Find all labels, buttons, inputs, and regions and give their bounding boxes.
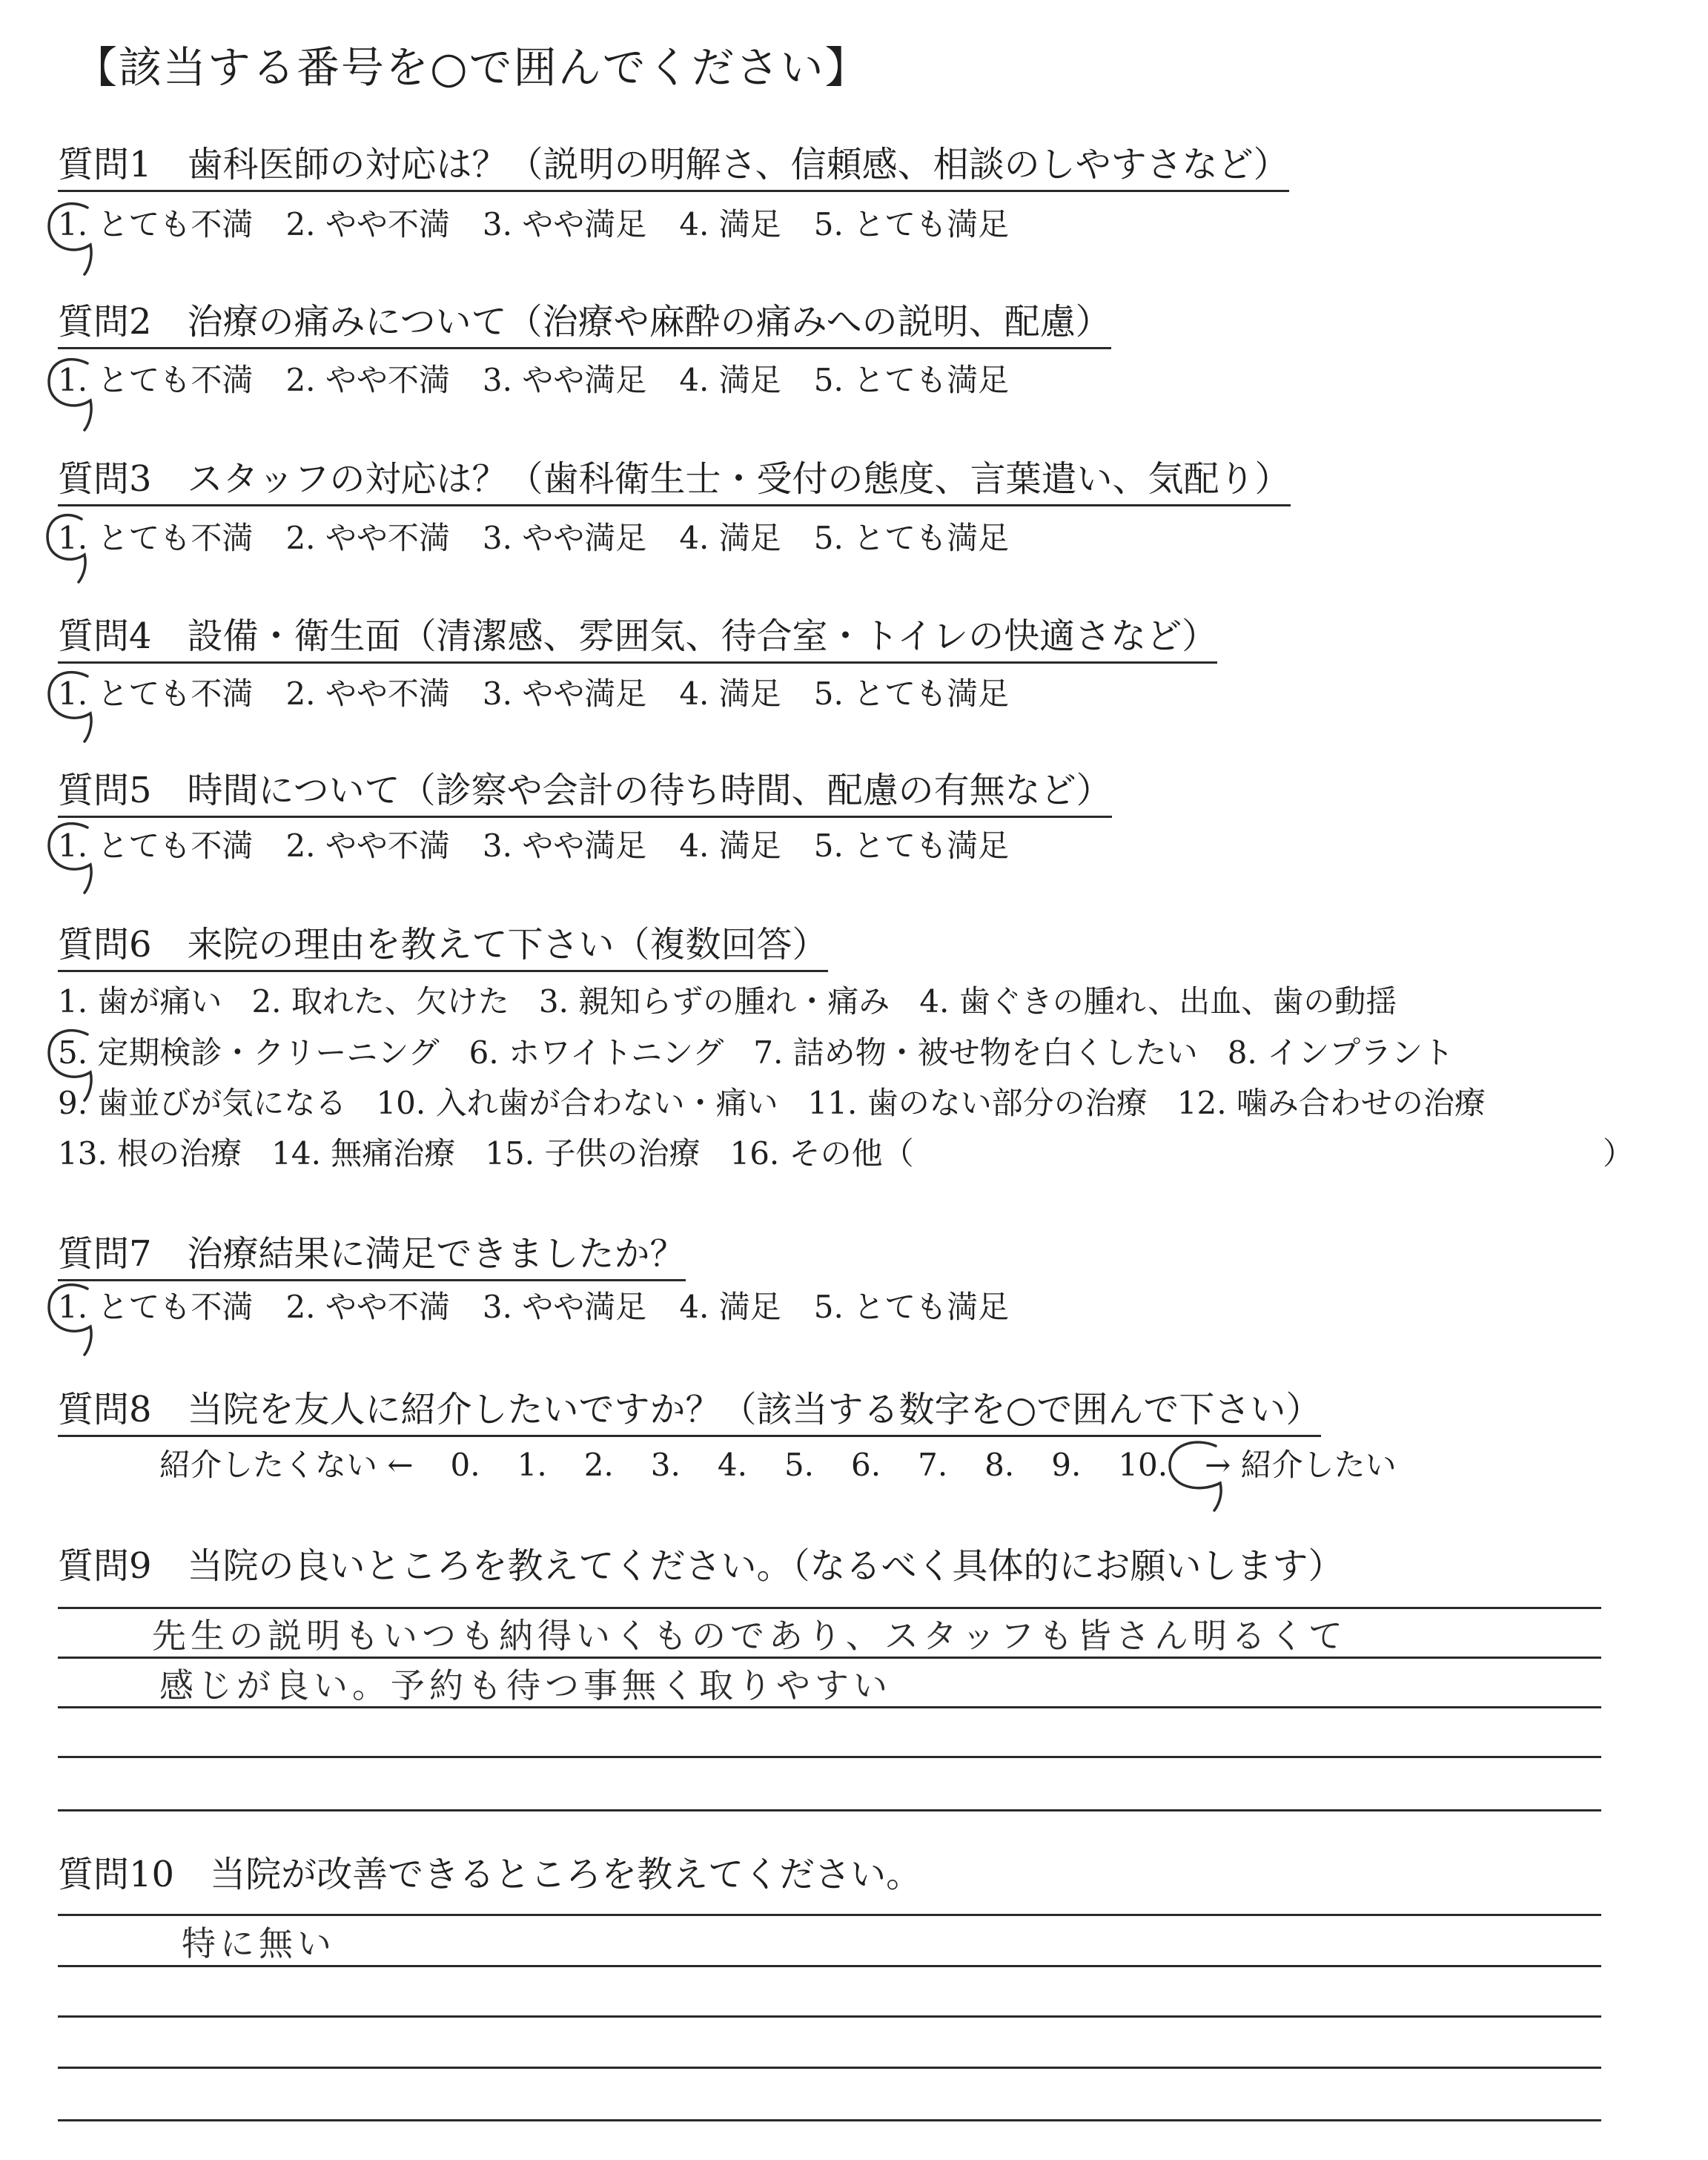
scale-number[interactable]: 4.	[717, 1447, 747, 1483]
scale-number[interactable]: 0.	[450, 1447, 480, 1483]
q6-option[interactable]: 12. 噛み合わせの治療	[1176, 1085, 1486, 1121]
option-5[interactable]: 5. とても満足	[813, 828, 1010, 864]
option-5[interactable]: 5. とても満足	[813, 1289, 1010, 1325]
q6-option[interactable]: 13. 根の治療	[58, 1135, 242, 1172]
q6-option[interactable]: 1. 歯が痛い	[58, 983, 222, 1020]
scale-number[interactable]: 10.	[1118, 1447, 1168, 1483]
q6-option[interactable]: 6. ホワイトニング	[469, 1034, 724, 1071]
scale-number[interactable]: 5.	[784, 1447, 815, 1483]
option-1[interactable]: 1. とても不満	[58, 828, 254, 864]
option-3[interactable]: 3. やや満足	[482, 362, 647, 398]
circle-mark-q6	[49, 1031, 91, 1100]
option-2[interactable]: 2. やや不満	[285, 1289, 450, 1325]
scale-number[interactable]: 1.	[517, 1447, 547, 1483]
scale-left-label: 紹介したくない ←	[159, 1447, 414, 1483]
question-8: 質問8 当院を友人に紹介したいですか？（該当する数字を○で囲んで下さい）	[58, 1392, 1321, 1437]
circle-mark-q5	[49, 824, 91, 893]
question-10: 質問10 当院が改善できるところを教えてください。	[58, 1854, 922, 1895]
option-3[interactable]: 3. やや満足	[482, 1289, 647, 1325]
question-7: 質問7 治療結果に満足できましたか？	[58, 1236, 686, 1281]
question-5: 質問5 時間について（診察や会計の待ち時間、配慮の有無など）	[58, 773, 1112, 818]
option-2[interactable]: 2. やや不満	[285, 676, 450, 712]
q6-option[interactable]: 10. 入れ歯が合わない・痛い	[376, 1085, 778, 1121]
q9-answer-line-2[interactable]: 感じが良い。予約も待つ事無く取りやすい	[159, 1665, 892, 1705]
q6-option[interactable]: 5. 定期検診・クリーニング	[58, 1034, 440, 1071]
question-1: 質問1 歯科医師の対応は？（説明の明解さ、信頼感、相談のしやすさなど）	[58, 147, 1289, 192]
q6-option[interactable]: 11. 歯のない部分の治療	[807, 1085, 1148, 1121]
option-5[interactable]: 5. とても満足	[813, 676, 1010, 712]
question-4: 質問4 設備・衛生面（清潔感、雰囲気、待合室・トイレの快適さなど）	[58, 618, 1217, 664]
q6-option[interactable]: 4. 歯ぐきの腫れ、出血、歯の動揺	[919, 983, 1397, 1020]
option-4[interactable]: 4. 満足	[679, 828, 781, 864]
option-2[interactable]: 2. やや不満	[285, 362, 450, 398]
option-1[interactable]: 1. とても不満	[58, 362, 254, 398]
option-4[interactable]: 4. 満足	[679, 676, 781, 712]
option-5[interactable]: 5. とても満足	[813, 362, 1010, 398]
circle-mark-q2	[49, 360, 91, 430]
option-5[interactable]: 5. とても満足	[813, 206, 1010, 242]
question-3: 質問3 スタッフの対応は？（歯科衛生士・受付の態度、言葉遣い、気配り）	[58, 461, 1291, 506]
option-4[interactable]: 4. 満足	[679, 206, 781, 242]
option-3[interactable]: 3. やや満足	[482, 828, 647, 864]
scale-number[interactable]: 8.	[984, 1447, 1015, 1483]
option-3[interactable]: 3. やや満足	[482, 676, 647, 712]
page-title: 【該当する番号を○で囲んでください】	[74, 42, 870, 93]
circle-mark-q4	[49, 673, 91, 742]
q6-option[interactable]: 16. その他（	[729, 1135, 914, 1172]
circle-mark-q3	[47, 515, 85, 582]
option-3[interactable]: 3. やや満足	[482, 206, 647, 242]
option-2[interactable]: 2. やや不満	[285, 520, 450, 556]
option-4[interactable]: 4. 満足	[679, 362, 781, 398]
circle-mark-q1	[49, 204, 91, 274]
q6-option[interactable]: 7. 詰め物・被せ物を白くしたい	[753, 1034, 1198, 1071]
q6-option[interactable]: 2. 取れた、欠けた	[251, 983, 509, 1020]
option-4[interactable]: 4. 満足	[679, 1289, 781, 1325]
q6-other-close-paren: ）	[1603, 1135, 1635, 1172]
question-9: 質問9 当院の良いところを教えてください。（なるべく具体的にお願いします）	[58, 1545, 1344, 1587]
q6-option[interactable]: 3. 親知らずの腫れ・痛み	[538, 983, 890, 1020]
option-3[interactable]: 3. やや満足	[482, 520, 647, 556]
scale-right-label: → 紹介したい	[1205, 1447, 1397, 1483]
q6-option[interactable]: 8. インプラント	[1227, 1034, 1454, 1071]
question-6: 質問6 来院の理由を教えて下さい（複数回答）	[58, 927, 828, 972]
scale-number[interactable]: 9.	[1051, 1447, 1082, 1483]
q6-option[interactable]: 15. 子供の治療	[485, 1135, 701, 1172]
option-1[interactable]: 1. とても不満	[58, 676, 254, 712]
scale-number[interactable]: 3.	[650, 1447, 681, 1483]
option-2[interactable]: 2. やや不満	[285, 206, 450, 242]
option-5[interactable]: 5. とても満足	[813, 520, 1010, 556]
option-2[interactable]: 2. やや不満	[285, 828, 450, 864]
q6-option[interactable]: 9. 歯並びが気になる	[58, 1085, 347, 1121]
question-2: 質問2 治療の痛みについて（治療や麻酔の痛みへの説明、配慮）	[58, 304, 1111, 349]
scale-number[interactable]: 7.	[918, 1447, 948, 1483]
q6-option[interactable]: 14. 無痛治療	[271, 1135, 456, 1172]
circle-mark-q7	[49, 1285, 91, 1355]
option-4[interactable]: 4. 満足	[679, 520, 781, 556]
option-1[interactable]: 1. とても不満	[58, 1289, 254, 1325]
scale-number[interactable]: 6.	[851, 1447, 881, 1483]
option-1[interactable]: 1. とても不満	[58, 520, 254, 556]
q10-answer-line-1[interactable]: 特に無い	[182, 1923, 336, 1964]
circle-mark-q8	[1170, 1442, 1221, 1510]
option-1[interactable]: 1. とても不満	[58, 206, 254, 242]
scale-number[interactable]: 2.	[583, 1447, 614, 1483]
q9-answer-line-1[interactable]: 先生の説明もいつも納得いくものであり、スタッフも皆さん明るくて	[152, 1616, 1347, 1656]
